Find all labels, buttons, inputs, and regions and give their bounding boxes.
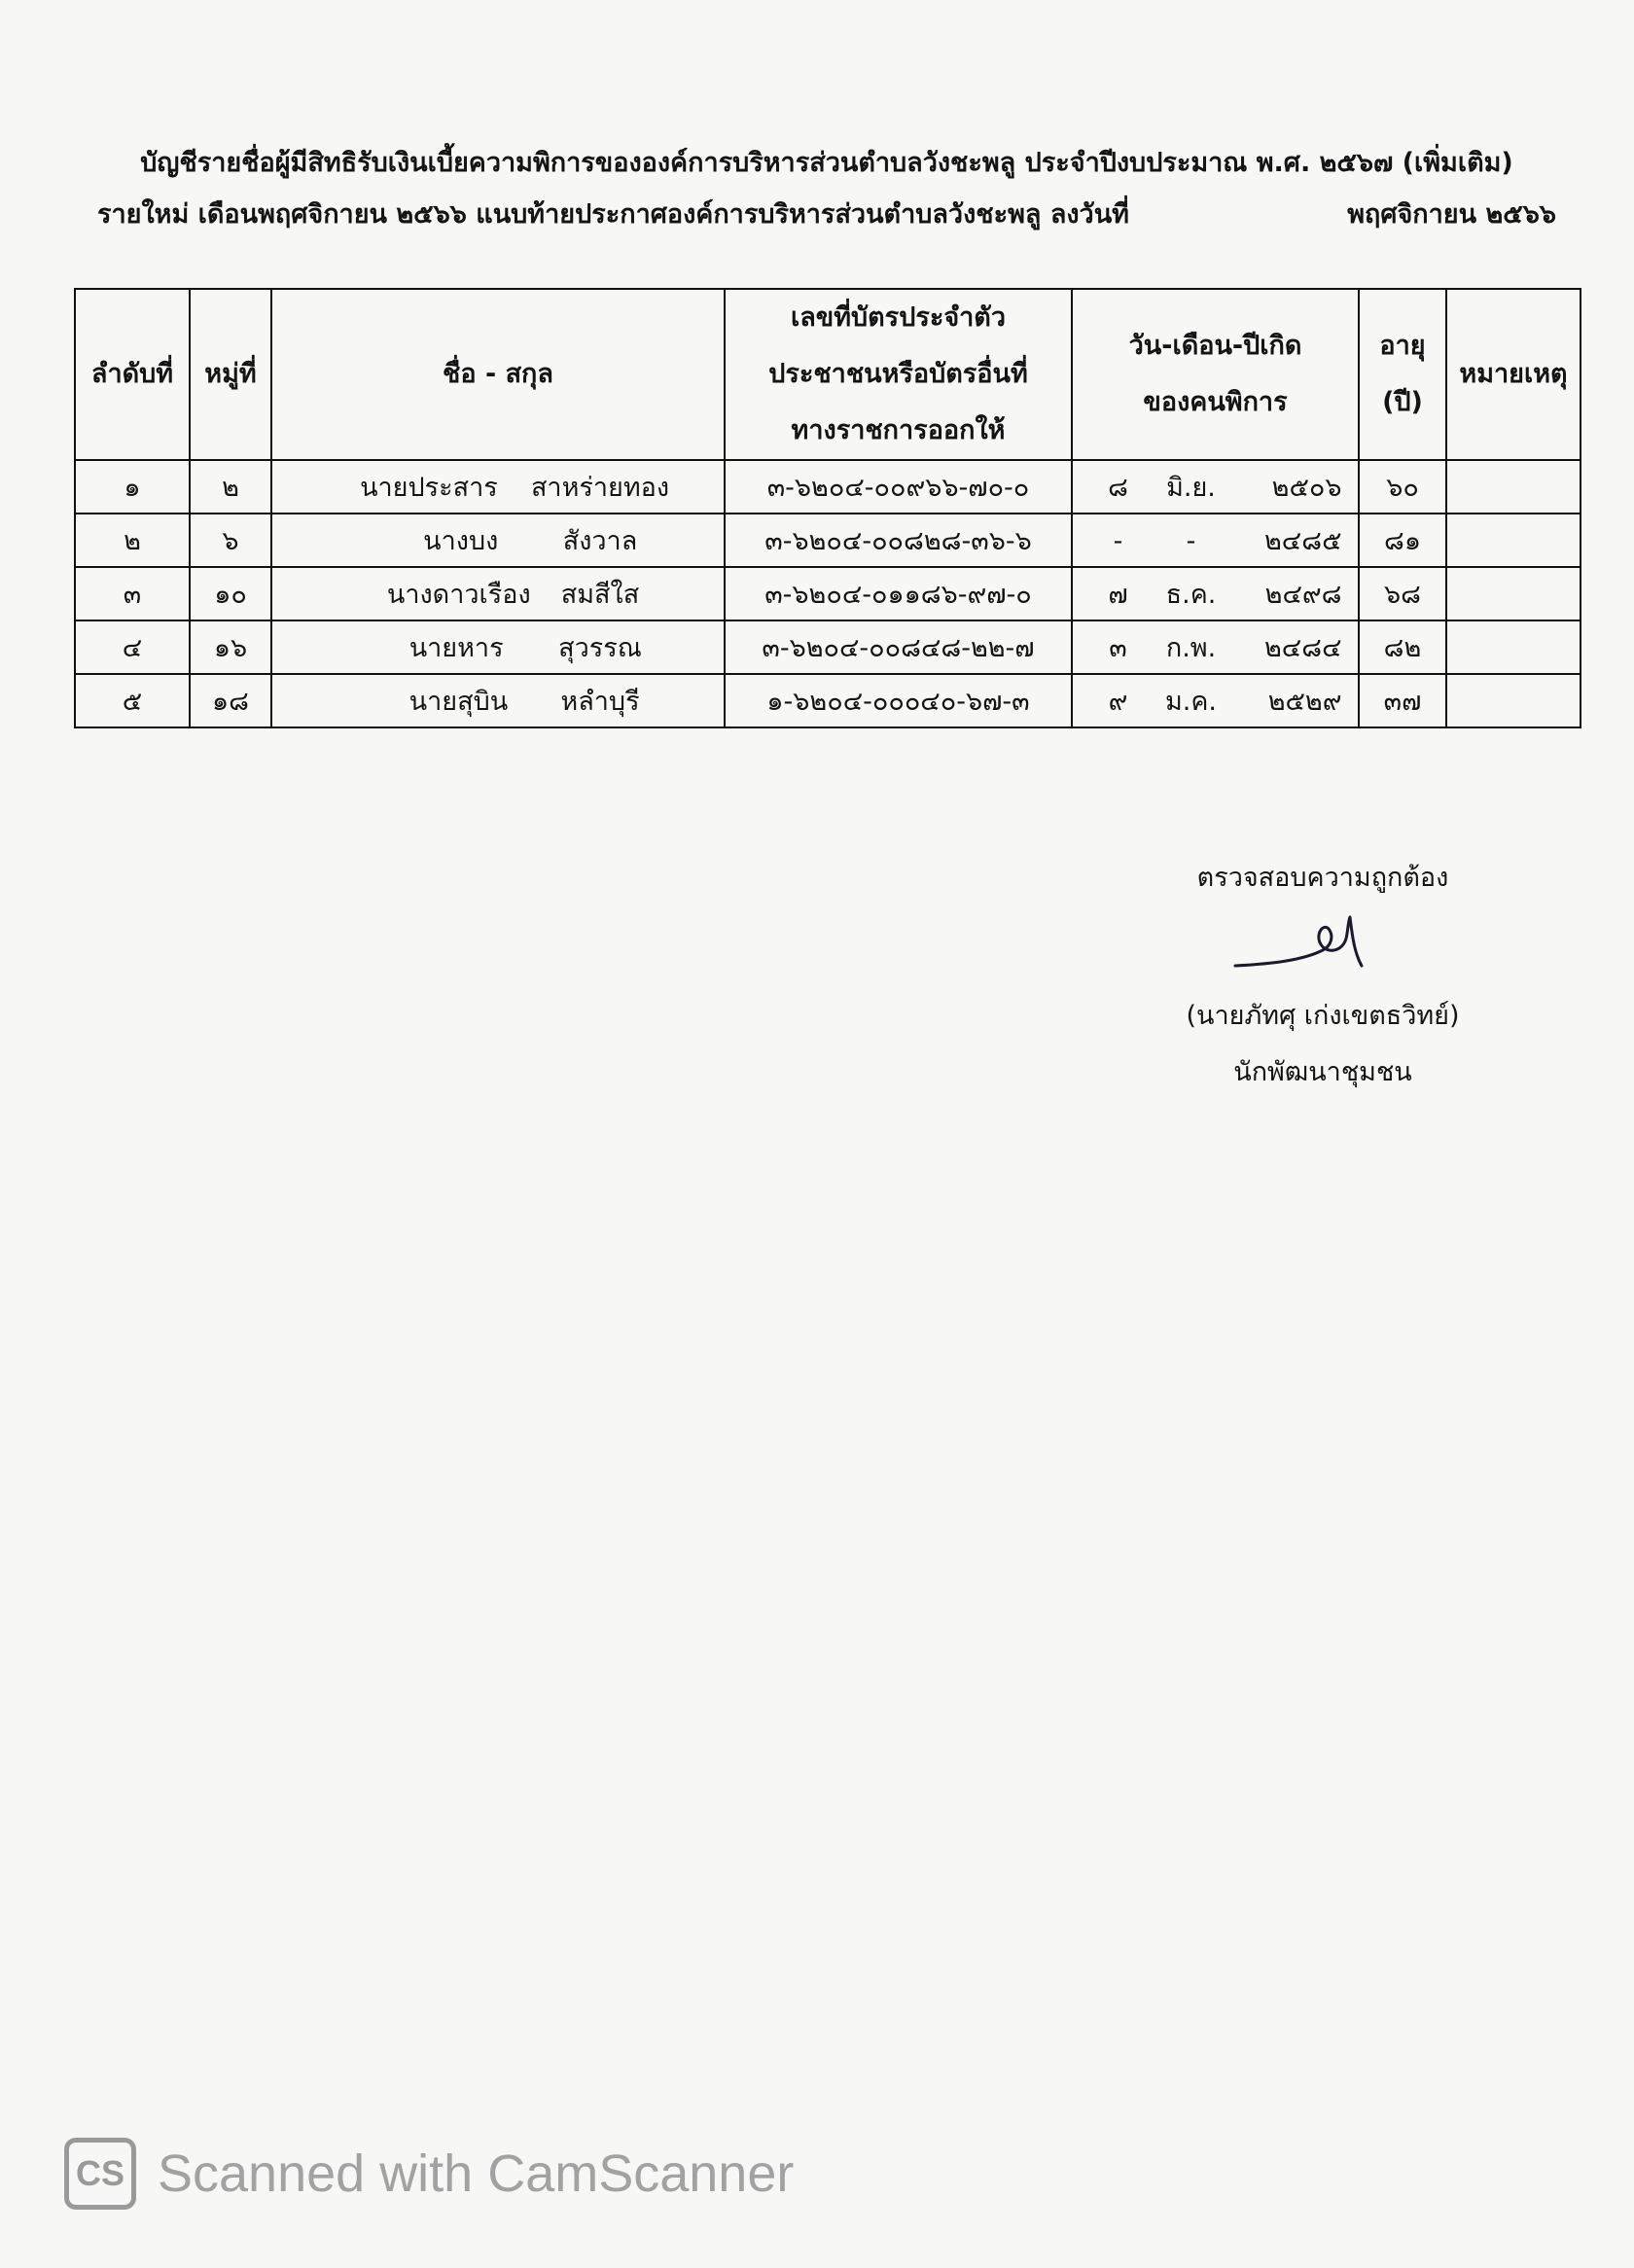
- cell-remark: [1446, 514, 1581, 567]
- dob-year: ๒๕๐๖: [1271, 473, 1342, 503]
- cell-id: ๓-๖๒๐๔-๐๐๘๒๘-๓๖-๖: [725, 514, 1072, 567]
- header-age-line2: (ปี): [1382, 387, 1423, 417]
- dob-year: ๒๔๙๘: [1264, 580, 1342, 610]
- beneficiary-table: [74, 288, 1581, 728]
- cell-order: ๓: [75, 567, 190, 620]
- cell-id: ๓-๖๒๐๔-๐๐๙๖๖-๗๐-๐: [725, 460, 1072, 514]
- signer-position: นักพัฒนาชุมชน: [1233, 1057, 1412, 1087]
- dob-day: ๗: [1108, 580, 1128, 610]
- header-id-line1: เลขที่บัตรประจำตัว: [790, 302, 1007, 333]
- first-name: นายประสาร: [360, 473, 498, 503]
- cell-age: ๓๗: [1359, 674, 1446, 727]
- header-name: ชื่อ - สกุล: [271, 289, 725, 460]
- cell-remark: [1446, 567, 1581, 620]
- header-age: [1359, 289, 1446, 460]
- table-row: [75, 674, 1581, 727]
- document-title-line2: [97, 193, 1556, 234]
- cell-dob: [1072, 514, 1359, 567]
- cell-age: ๘๑: [1359, 514, 1446, 567]
- table-row: [75, 567, 1581, 620]
- header-dob-line2: ของคนพิการ: [1143, 387, 1288, 417]
- first-name: นายสุบิน: [408, 687, 509, 717]
- cell-village: ๒: [190, 460, 271, 514]
- cell-age: ๖๘: [1359, 567, 1446, 620]
- dob-month: มิ.ย.: [1166, 473, 1216, 503]
- dob-month: -: [1186, 526, 1196, 556]
- dob-year: ๒๕๒๙: [1267, 687, 1342, 717]
- dob-month: ธ.ค.: [1165, 580, 1217, 610]
- dob-month: ก.พ.: [1165, 633, 1217, 663]
- cell-name: [271, 674, 725, 727]
- header-remark: หมายเหตุ: [1446, 289, 1581, 460]
- header-id-line3: ทางราชการออกให้: [791, 415, 1006, 445]
- verification-label: ตรวจสอบความถูกต้อง: [1196, 863, 1449, 893]
- dob-day: ๙: [1108, 687, 1128, 717]
- title-line2-left: รายใหม่ เดือนพฤศจิกายน ๒๕๖๖ แนบท้ายประกาศองค์การบริหารส่วนตำบลวังชะพลู ลงวันที่: [97, 199, 1129, 230]
- cell-name: [271, 567, 725, 620]
- dob-month: ม.ค.: [1164, 687, 1218, 717]
- cell-id: ๓-๖๒๐๔-๐๑๑๘๖-๙๗-๐: [725, 567, 1072, 620]
- header-id-line2: ประชาชนหรือบัตรอื่นที่: [768, 359, 1028, 389]
- first-name: นางบง: [423, 526, 499, 556]
- last-name: สาหร่ายทอง: [530, 473, 670, 503]
- last-name: สังวาล: [562, 526, 638, 556]
- scanner-watermark: [64, 2138, 794, 2210]
- cell-dob: [1072, 460, 1359, 514]
- watermark-text: Scanned with CamScanner: [158, 2144, 795, 2203]
- cell-name: [271, 620, 725, 674]
- cell-dob: [1072, 620, 1359, 674]
- cell-id: ๓-๖๒๐๔-๐๐๘๔๘-๒๒-๗: [725, 620, 1072, 674]
- header-age-line1: อายุ: [1379, 331, 1426, 361]
- cell-village: ๑๖: [190, 620, 271, 674]
- first-name: นายหาร: [408, 633, 504, 663]
- cell-remark: [1446, 620, 1581, 674]
- header-village: หมู่ที่: [190, 289, 271, 460]
- first-name: นางดาวเรือง: [386, 580, 531, 610]
- cell-age: ๘๒: [1359, 620, 1446, 674]
- cell-age: ๖๐: [1359, 460, 1446, 514]
- table-header-row: [75, 289, 1581, 460]
- dob-day: -: [1113, 526, 1123, 556]
- table-row: [75, 514, 1581, 567]
- cell-order: ๑: [75, 460, 190, 514]
- cell-dob: [1072, 674, 1359, 727]
- header-id-card: [725, 289, 1072, 460]
- handwritten-signature: [1226, 909, 1371, 977]
- cell-dob: [1072, 567, 1359, 620]
- dob-year: ๒๔๘๕: [1264, 526, 1342, 556]
- dob-day: ๓: [1109, 633, 1127, 663]
- cell-id: ๑-๖๒๐๔-๐๐๐๔๐-๖๗-๓: [725, 674, 1072, 727]
- cell-order: ๕: [75, 674, 190, 727]
- cell-order: ๒: [75, 514, 190, 567]
- dob-year: ๒๔๘๔: [1264, 633, 1342, 663]
- header-dob-line1: วัน-เดือน-ปีเกิด: [1128, 331, 1302, 361]
- last-name: หลำบุรี: [560, 687, 640, 717]
- last-name: สมสีใส: [560, 580, 640, 610]
- title-line2-date: พฤศจิกายน ๒๕๖๖: [1347, 199, 1556, 230]
- table-row: [75, 460, 1581, 514]
- cell-village: ๖: [190, 514, 271, 567]
- last-name: สุวรรณ: [558, 633, 642, 663]
- dob-day: ๘: [1108, 473, 1128, 503]
- cell-remark: [1446, 460, 1581, 514]
- header-order: ลำดับที่: [75, 289, 190, 460]
- cell-name: [271, 460, 725, 514]
- signer-name: (นายภัทศุ เก่งเขตธวิทย์): [1186, 1001, 1460, 1031]
- camscanner-logo-icon: CS: [64, 2138, 136, 2210]
- cell-village: ๑๐: [190, 567, 271, 620]
- document-title-line1: บัญชีรายชื่อผู้มีสิทธิรับเงินเบี้ยความพิการขององค์การบริหารส่วนตำบลวังชะพลู ประจำปีงบประมาณ พ.ศ. ๒๕๖๗ (เพิ่มเติม): [140, 148, 1513, 178]
- cell-remark: [1446, 674, 1581, 727]
- cell-village: ๑๘: [190, 674, 271, 727]
- cell-order: ๔: [75, 620, 190, 674]
- header-dob: [1072, 289, 1359, 460]
- table-row: [75, 620, 1581, 674]
- cell-name: [271, 514, 725, 567]
